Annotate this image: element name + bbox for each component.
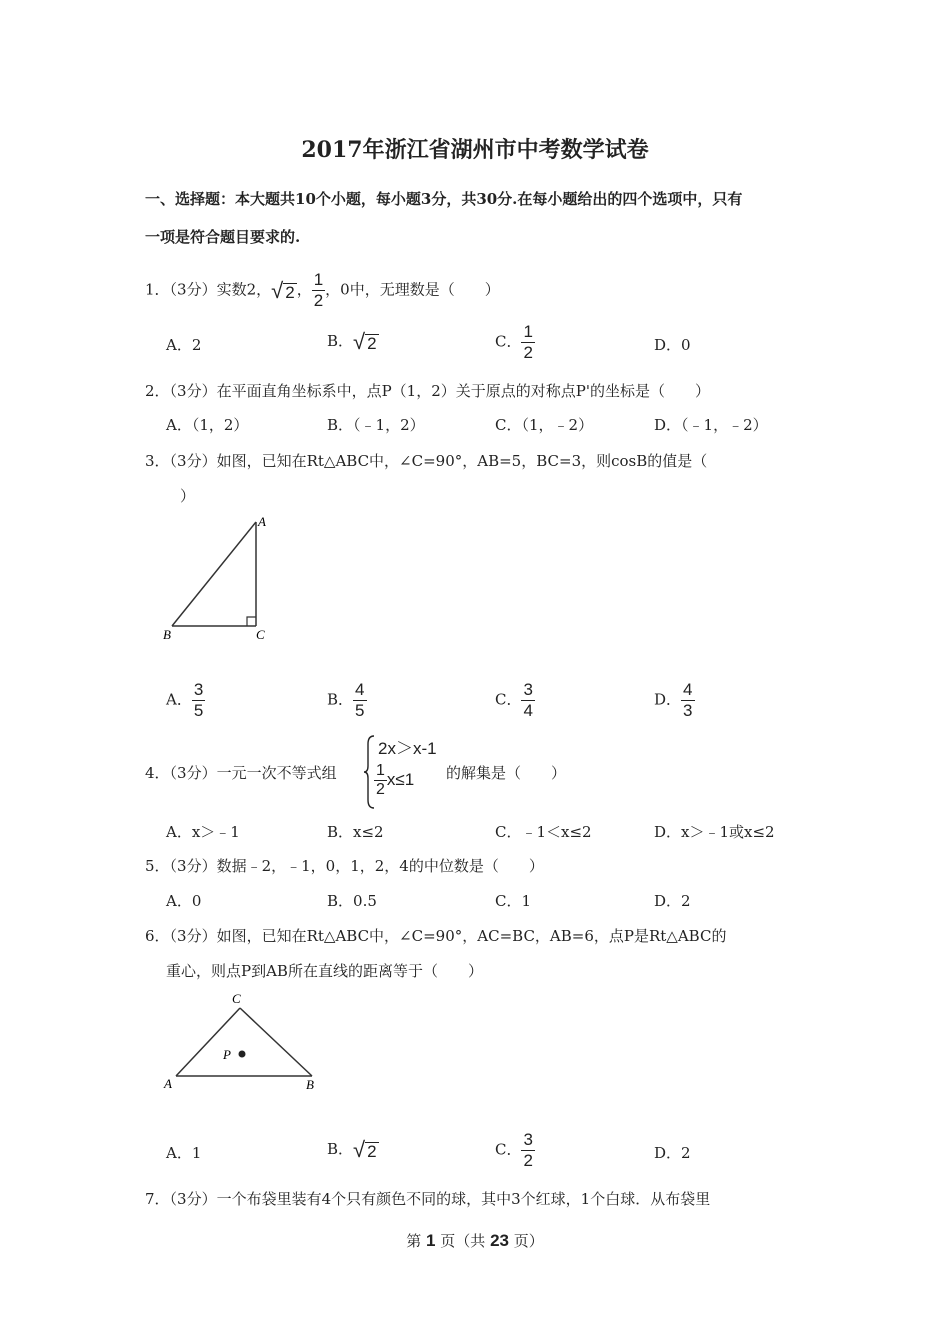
vertex-label-b: B — [163, 627, 171, 642]
q3-option-d[interactable]: D． $\frac{4}{3}$ — [654, 680, 693, 720]
current-page-number: 1 — [426, 1231, 436, 1250]
question-7-text: （3分）一个布袋里装有4个只有颜色不同的球，其中3个红球，1个白球．从布袋里 — [169, 1190, 711, 1208]
section-heading-line2: 一项是符合题目要求的. — [145, 228, 301, 246]
question-2-text: （3分）在平面直角坐标系中，点P（1，2）关于原点的对称点P'的坐标是（ ） — [169, 382, 710, 400]
q1-option-c[interactable]: C． $\frac{1}{2}$ — [495, 322, 533, 362]
vertex-label-b: B — [306, 1077, 314, 1092]
question-2: 2．（3分）在平面直角坐标系中，点P（1，2）关于原点的对称点P'的坐标是（ ） — [145, 382, 710, 400]
question-7: 7．（3分）一个布袋里装有4个只有颜色不同的球，其中3个红球，1个白球．从布袋里 — [145, 1190, 711, 1208]
q3-option-c[interactable]: C． $\frac{3}{4}$ — [495, 680, 533, 720]
q2-option-b[interactable]: B．（﹣1，2） — [327, 416, 425, 434]
q5-option-a[interactable]: A．0 — [166, 892, 202, 910]
question-1: 1．（3分）实数2， √ 2 ， $\frac{1}{2}$ ，0中，无理数是（ ） — [145, 270, 500, 310]
question-3-text-continued: ） — [180, 487, 196, 505]
system-line-1: 2x＞x-1 — [378, 739, 437, 758]
vertex-label-c: C — [232, 991, 241, 1006]
vertex-label-c: C — [256, 627, 265, 642]
question-5: 5．（3分）数据﹣2，﹣1，0，1，2，4的中位数是（ ） — [145, 857, 544, 875]
q4-option-d[interactable]: D．x＞﹣1或x≤2 — [654, 823, 775, 841]
question-3: 3．（3分）如图，已知在Rt△ABC中，∠C=90°，AB=5，BC=3，则cosB的值是（ — [145, 452, 708, 470]
question-6-text: （3分）如图，已知在Rt△ABC中，∠C=90°，AC=BC，AB=6，点P是Rt△ABC的 — [169, 927, 727, 945]
question-6-text-continued: 重心，则点P到AB所在直线的距离等于（ ） — [166, 962, 483, 980]
q4-option-c[interactable]: C．﹣1＜x≤2 — [495, 823, 592, 841]
section-heading-line1: 一、选择题：本大题共10个小题，每小题3分，共30分.在每小题给出的四个选项中，只有 — [145, 190, 743, 208]
question-4-text-a: （3分）一元一次不等式组 — [169, 764, 337, 782]
q6-option-d[interactable]: D．2 — [654, 1144, 691, 1162]
question-1-number: 1． — [145, 280, 170, 299]
q2-option-a[interactable]: A．（1，2） — [166, 416, 249, 434]
q5-option-d[interactable]: D．2 — [654, 892, 691, 910]
question-6: 6．（3分）如图，已知在Rt△ABC中，∠C=90°，AC=BC，AB=6，点P是Rt△ABC的 — [145, 927, 727, 945]
q2-option-d[interactable]: D．（﹣1，﹣2） — [654, 416, 768, 434]
q2-option-c[interactable]: C．（1，﹣2） — [495, 416, 594, 434]
figure-triangle-q3 — [160, 510, 280, 645]
question-4: 4．（3分）一元一次不等式组 — [145, 764, 337, 782]
q3-option-a[interactable]: A． $\frac{3}{5}$ — [166, 680, 204, 720]
vertex-label-a: A — [258, 514, 266, 529]
right-angle-mark — [247, 617, 256, 626]
side-cb — [240, 1008, 312, 1076]
side-ab — [172, 522, 256, 626]
total-pages: 23 — [490, 1231, 509, 1250]
figure-triangle-q6 — [160, 988, 330, 1093]
question-3-text: （3分）如图，已知在Rt△ABC中，∠C=90°，AB=5，BC=3，则cosB的值是（ — [169, 452, 708, 470]
fraction-half: $\frac{1}{2}$ — [313, 270, 324, 310]
question-1-text-b: ，0中，无理数是（ ） — [325, 280, 500, 299]
q3-option-b[interactable]: B． $\frac{4}{5}$ — [327, 680, 365, 720]
system-line-2: $\frac{1}{2}$ x≤1 — [376, 762, 415, 798]
q6-option-b[interactable]: B． √ 2 — [327, 1137, 377, 1162]
q6-option-c[interactable]: C． $\frac{3}{2}$ — [495, 1130, 533, 1170]
point-label-p: P — [223, 1047, 231, 1062]
q5-option-c[interactable]: C．1 — [495, 892, 532, 910]
question-4-text-b: 的解集是（ ） — [446, 764, 567, 782]
q4-option-b[interactable]: B．x≤2 — [327, 823, 384, 841]
side-ac — [176, 1008, 240, 1076]
sqrt-2: √ 2 — [271, 277, 295, 303]
q1-option-a[interactable]: A．2 — [166, 336, 202, 354]
page-title: 2017年浙江省湖州市中考数学试卷 — [301, 137, 649, 163]
centroid-point-p — [239, 1051, 246, 1058]
q5-option-b[interactable]: B．0.5 — [327, 892, 377, 910]
q6-option-a[interactable]: A．1 — [166, 1144, 202, 1162]
q1-option-b[interactable]: B． √ 2 — [327, 329, 377, 354]
q4-option-a[interactable]: A．x＞﹣1 — [166, 823, 240, 841]
question-1-score: （3分） — [169, 280, 217, 299]
question-1-text-a: 实数2， — [216, 280, 272, 299]
question-5-text: （3分）数据﹣2，﹣1，0，1，2，4的中位数是（ ） — [169, 857, 544, 875]
page-footer: 第 1 页（共 23 页） — [406, 1231, 544, 1250]
q1-option-d[interactable]: D．0 — [654, 336, 691, 354]
vertex-label-a: A — [164, 1076, 172, 1091]
